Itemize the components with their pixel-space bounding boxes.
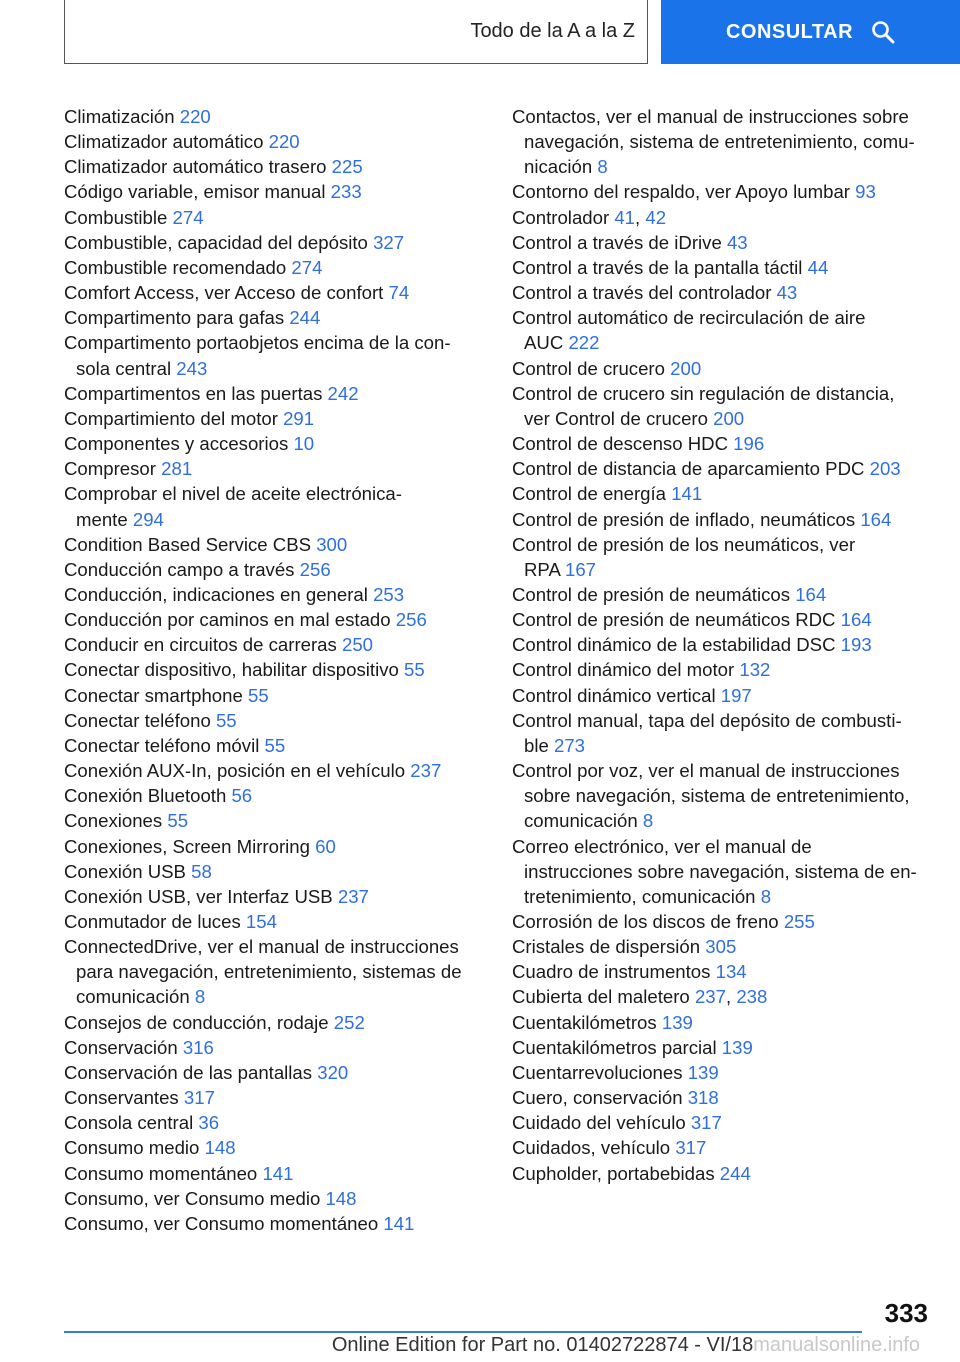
page-ref-link[interactable]: 327	[373, 231, 405, 253]
page-ref-link[interactable]: 316	[182, 1036, 214, 1058]
page-ref-link[interactable]: 148	[204, 1137, 236, 1159]
entry-text: Cuentakilómetros	[512, 1011, 657, 1033]
index-column-left	[64, 104, 468, 1236]
index-entry	[512, 1161, 932, 1186]
index-entry	[64, 1211, 468, 1236]
page-ref-link[interactable]: 274	[291, 256, 323, 278]
page-ref-link[interactable]: 220	[179, 106, 211, 127]
entry-text: Consumo, ver Consumo medio	[64, 1187, 321, 1209]
entry-text: Control de energía	[512, 483, 667, 505]
entry-text: Control de descenso HDC	[512, 433, 728, 455]
page-ref-link[interactable]: 317	[690, 1112, 722, 1134]
page-ref-link[interactable]: 139	[661, 1011, 693, 1033]
page-ref-link[interactable]: 141	[671, 483, 703, 505]
page-ref-link[interactable]: 148	[325, 1187, 357, 1209]
index-entry: Controlador 41, 42	[512, 206, 667, 228]
index-entry	[512, 632, 932, 657]
entry-text: Conexión USB, ver Interfaz USB	[64, 885, 333, 907]
index-entry	[64, 255, 468, 280]
page-ref-link[interactable]: 222	[568, 332, 600, 354]
entry-text: Conectar smartphone	[64, 684, 243, 706]
entry-text: Control de presión de neumáticos	[512, 583, 791, 605]
index-entry	[512, 356, 932, 381]
entry-text: Cuadro de instrumentos	[512, 961, 711, 983]
index-entry	[512, 934, 932, 959]
entry-text: Combustible	[64, 206, 168, 228]
entry-text: Control de distancia de aparcamiento PDC	[512, 458, 865, 480]
entry-text: Compartimento portaobjetos encima de la con-	[64, 332, 451, 354]
index-entry	[512, 1135, 932, 1160]
page-ref-link[interactable]: 237	[694, 986, 726, 1008]
page-ref-link[interactable]: 203	[869, 458, 901, 480]
index-entry	[64, 406, 468, 431]
footer-divider	[64, 1331, 862, 1333]
page-ref-link[interactable]: 255	[783, 911, 815, 932]
entry-text: Climatizador automático trasero	[64, 156, 327, 178]
entry-text: Cubierta del maletero	[512, 986, 690, 1008]
page-ref-link[interactable]: 74	[388, 282, 410, 304]
page-ref-link[interactable]: 196	[733, 433, 765, 455]
page-ref-link[interactable]: 291	[283, 407, 315, 429]
entry-text: Control a través de iDrive	[512, 231, 722, 253]
page-ref-link[interactable]: 42	[645, 206, 667, 228]
entry-text: ConnectedDrive, ver el manual de instrucciones	[64, 936, 459, 958]
entry-text: ble	[524, 734, 549, 756]
index-entry	[64, 657, 468, 682]
index-entry	[64, 154, 468, 179]
index-entry	[512, 481, 932, 506]
page-ref-link[interactable]: 243	[176, 357, 208, 379]
page-ref-link[interactable]: 55	[247, 684, 269, 706]
page-ref-link[interactable]: 164	[860, 508, 892, 530]
index-entry: Cubierta del maletero 237, 238	[512, 986, 768, 1008]
page-ref-link[interactable]: 167	[565, 558, 597, 580]
index-entry	[512, 305, 932, 355]
page-ref-link[interactable]: 36	[198, 1112, 220, 1134]
page-ref-link[interactable]: 134	[715, 961, 747, 983]
entry-text: Cupholder, portabebidas	[512, 1162, 715, 1184]
page-number: 333	[884, 1298, 928, 1328]
entry-text: Cuentarrevoluciones	[512, 1061, 683, 1083]
entry-text: Conexiones, Screen Mirroring	[64, 835, 310, 857]
page-ref-link[interactable]: 244	[719, 1162, 751, 1184]
section-title: Todo de la A a la Z	[470, 20, 635, 42]
entry-text: Conectar dispositivo, habilitar dispositivo	[64, 659, 399, 681]
entry-text: Control por voz, ver el manual de instrucciones	[512, 760, 900, 782]
page-ref-link[interactable]: 10	[293, 433, 315, 455]
entry-text: Cuidado del vehículo	[512, 1112, 686, 1134]
entry-text: Consumo momentáneo	[64, 1162, 258, 1184]
index-entry	[512, 532, 932, 582]
entry-text: Correo electrónico, ver el manual de	[512, 835, 812, 857]
entry-text: Código variable, emisor manual	[64, 181, 326, 203]
index-entry	[512, 834, 932, 909]
index-entry	[512, 1110, 932, 1135]
page-ref-link[interactable]: 55	[167, 810, 189, 832]
index-entry	[512, 708, 932, 758]
index-entry	[512, 1060, 932, 1085]
page-ref-link[interactable]: 164	[840, 609, 872, 631]
index-entry	[512, 456, 932, 481]
entry-text: RPA	[524, 558, 560, 580]
index-entry	[512, 1035, 932, 1060]
page-ref-link[interactable]: 44	[807, 256, 829, 278]
index-entry	[64, 1035, 468, 1060]
index-entry	[512, 959, 932, 984]
index-entry	[64, 683, 468, 708]
entry-text: Cristales de dispersión	[512, 936, 701, 958]
index-entry	[64, 934, 468, 1009]
page-ref-link[interactable]: 300	[316, 533, 348, 555]
entry-text: Combustible, capacidad del depósito	[64, 231, 368, 253]
page-ref-link[interactable]: 8	[194, 986, 206, 1008]
index-entry	[64, 179, 468, 204]
index-entry	[64, 1161, 468, 1186]
entry-text: navegación, sistema de entretenimiento, comu-	[524, 131, 915, 153]
index-entry	[512, 683, 932, 708]
index-entry	[512, 507, 932, 532]
index-entry	[64, 834, 468, 859]
page-ref-link[interactable]: 244	[289, 307, 321, 329]
entry-text: Corrosión de los discos de freno	[512, 911, 779, 932]
entry-text: Conexión AUX-In, posición en el vehículo	[64, 760, 406, 782]
entry-text: para navegación, entretenimiento, sistemas de	[76, 961, 462, 983]
index-entry	[64, 431, 468, 456]
edition-text: Online Edition for Part no. 01402722874 - VI/18	[331, 1334, 754, 1356]
entry-text: mente	[76, 508, 128, 530]
page-ref-link[interactable]: 200	[670, 357, 702, 379]
entry-text: Contorno del respaldo, ver Apoyo lumbar	[512, 181, 850, 203]
index-entry	[512, 431, 932, 456]
index-entry	[64, 1186, 468, 1211]
index-entry	[64, 557, 468, 582]
index-entry	[512, 104, 932, 179]
page-ref-link[interactable]: 132	[739, 659, 771, 681]
index-entry	[64, 1110, 468, 1135]
entry-text: Conexiones	[64, 810, 163, 832]
entry-text: Compartimentos en las puertas	[64, 382, 323, 404]
index-entry	[64, 532, 468, 557]
page-ref-link[interactable]: 8	[642, 810, 654, 832]
page-ref-link[interactable]: 253	[373, 583, 405, 605]
entry-text: Climatización	[64, 106, 175, 127]
index-entry	[64, 280, 468, 305]
entry-text: Conservación de las pantallas	[64, 1061, 313, 1083]
entry-text: Control automático de recirculación de aire	[512, 307, 866, 329]
entry-text: Control a través del controlador	[512, 282, 772, 304]
entry-text: Conectar teléfono	[64, 709, 211, 731]
index-entry	[64, 909, 468, 934]
page-ref-link[interactable]: 317	[183, 1087, 215, 1109]
entry-text: tretenimiento, comunicación	[524, 885, 756, 907]
entry-text: Componentes y accesorios	[64, 433, 289, 455]
entry-text: Control de presión de los neumáticos, ver	[512, 533, 856, 555]
entry-text: Control de presión de inflado, neumáticos	[512, 508, 856, 530]
entry-text: Conducción por caminos en mal estado	[64, 609, 391, 631]
footer	[0, 1334, 920, 1357]
page-ref-link[interactable]: 252	[333, 1011, 365, 1033]
entry-text: Consumo, ver Consumo momentáneo	[64, 1212, 379, 1234]
index-entry	[64, 582, 468, 607]
index-entry	[64, 330, 468, 380]
entry-text: Conducción campo a través	[64, 558, 295, 580]
page-ref-link[interactable]: 294	[132, 508, 164, 530]
page-ref-link[interactable]: 8	[760, 885, 772, 907]
entry-text: Control de crucero	[512, 357, 665, 379]
page-ref-link[interactable]: 200	[713, 407, 745, 429]
entry-text: Conducción, indicaciones en general	[64, 583, 368, 605]
index-entry	[64, 783, 468, 808]
page-ref-link[interactable]: 220	[268, 131, 300, 153]
index-entry	[64, 758, 468, 783]
entry-text: Climatizador automático	[64, 131, 264, 153]
entry-text: Control manual, tapa del depósito de combusti-	[512, 709, 902, 731]
index-entry	[64, 230, 468, 255]
entry-text: nicación	[524, 156, 593, 178]
entry-text: Compartimento para gafas	[64, 307, 285, 329]
index-entry	[64, 456, 468, 481]
index-entry	[512, 607, 932, 632]
entry-text: Control de crucero sin regulación de distancia,	[512, 382, 895, 404]
page-ref-link[interactable]: 317	[675, 1137, 707, 1159]
index-column-right	[512, 104, 932, 1186]
page-ref-link[interactable]: 237	[410, 760, 442, 782]
entry-text: Conducir en circuitos de carreras	[64, 634, 337, 656]
entry-text: comunicación	[524, 810, 638, 832]
index-entry	[64, 884, 468, 909]
entry-text: AUC	[524, 332, 564, 354]
index-entry	[512, 255, 932, 280]
page-ref-link[interactable]: 233	[330, 181, 362, 203]
page-ref-link[interactable]: 154	[245, 911, 277, 932]
page-ref-link[interactable]: 237	[337, 885, 369, 907]
entry-text: Conectar teléfono móvil	[64, 734, 260, 756]
index-entry	[64, 808, 468, 833]
page-ref-link[interactable]: 250	[342, 634, 374, 656]
entry-text: Compartimiento del motor	[64, 407, 278, 429]
entry-text: Cuentakilómetros parcial	[512, 1036, 717, 1058]
index-entry	[512, 758, 932, 833]
entry-text: Conmutador de luces	[64, 911, 241, 932]
page-ref-link[interactable]: 281	[161, 458, 193, 480]
entry-text: instrucciones sobre navegación, sistema de en-	[524, 860, 917, 882]
entry-text: Control dinámico del motor	[512, 659, 735, 681]
index-entry	[64, 708, 468, 733]
entry-text: Consumo medio	[64, 1137, 200, 1159]
index-entry	[512, 909, 932, 934]
page-ref-link[interactable]: 56	[231, 785, 253, 807]
page-ref-link[interactable]: 242	[327, 382, 359, 404]
index-entry	[64, 381, 468, 406]
index-entry	[64, 305, 468, 330]
index-entry	[64, 607, 468, 632]
entry-text: Conexión USB	[64, 860, 186, 882]
page-ref-link[interactable]: 58	[191, 860, 212, 882]
entry-text: Combustible recomendado	[64, 256, 287, 278]
entry-text: Contactos, ver el manual de instrucciones sobre	[512, 106, 909, 127]
page-ref-link[interactable]: 164	[795, 583, 827, 605]
page-ref-link[interactable]: 318	[687, 1087, 719, 1109]
entry-text: Consejos de conducción, rodaje	[64, 1011, 329, 1033]
page-ref-link[interactable]: 8	[597, 156, 608, 178]
entry-text: Control de presión de neumáticos RDC	[512, 609, 836, 631]
page-ref-link[interactable]: 193	[840, 634, 872, 656]
entry-text: comunicación	[76, 986, 190, 1008]
index-entry	[64, 859, 468, 884]
page-ref-link[interactable]: 60	[315, 835, 336, 857]
page-ref-link[interactable]: 41	[614, 206, 636, 228]
entry-text: Consola central	[64, 1112, 194, 1134]
index-entry	[64, 632, 468, 657]
index-entry	[64, 1060, 468, 1085]
page-ref-link[interactable]: 43	[726, 231, 748, 253]
index-entry	[64, 481, 468, 531]
index-entry	[512, 381, 932, 431]
page-ref-link[interactable]: 139	[721, 1036, 753, 1058]
entry-text: Controlador	[512, 206, 610, 228]
page-ref-link[interactable]: 141	[383, 1212, 415, 1234]
page-ref-link[interactable]: 256	[299, 558, 331, 580]
entry-text: Conservación	[64, 1036, 178, 1058]
entry-text: Comfort Access, ver Acceso de confort	[64, 282, 384, 304]
page-ref-link[interactable]: 225	[331, 156, 363, 178]
index-entry	[64, 1010, 468, 1035]
search-icon	[871, 20, 895, 44]
index-entry	[512, 582, 932, 607]
page-ref-link[interactable]: 197	[720, 684, 752, 706]
page-ref-link[interactable]: 141	[262, 1162, 294, 1184]
entry-text: Cuero, conservación	[512, 1087, 683, 1109]
index-entry	[512, 657, 932, 682]
index-entry	[512, 179, 932, 204]
index-entry	[64, 205, 468, 230]
entry-text: sola central	[76, 357, 172, 379]
index-entry	[512, 1085, 932, 1110]
index-entry	[64, 733, 468, 758]
page-ref-link[interactable]: 55	[264, 734, 286, 756]
page-ref-link[interactable]: 256	[395, 609, 427, 631]
entry-text: Control a través de la pantalla táctil	[512, 256, 803, 278]
page-ref-link[interactable]: 305	[705, 936, 737, 958]
entry-text: Control dinámico vertical	[512, 684, 716, 706]
entry-text: Compresor	[64, 458, 156, 480]
entry-text: Comprobar el nivel de aceite electrónica-	[64, 483, 402, 505]
index-entry	[64, 1135, 468, 1160]
entry-text: Conservantes	[64, 1087, 179, 1109]
entry-text: Cuidados, vehículo	[512, 1137, 671, 1159]
entry-text: Conexión Bluetooth	[64, 785, 227, 807]
page-ref-link[interactable]: 55	[215, 709, 237, 731]
consult-button-label: CONSULTAR	[725, 20, 854, 43]
page-ref-link[interactable]: 93	[855, 181, 876, 203]
page-ref-link[interactable]: 55	[404, 659, 425, 681]
page-ref-link[interactable]: 274	[172, 206, 204, 228]
index-entry	[512, 280, 932, 305]
page-ref-link[interactable]: 273	[554, 734, 586, 756]
page-ref-link[interactable]: 320	[317, 1061, 349, 1083]
page-ref-link[interactable]: 43	[776, 282, 798, 304]
index-entry	[64, 129, 468, 154]
page-ref-link[interactable]: 238	[736, 986, 768, 1008]
section-header-tab	[64, 0, 648, 64]
index-entry	[512, 230, 932, 255]
index-entry	[512, 1010, 932, 1035]
page-ref-link[interactable]: 139	[687, 1061, 719, 1083]
index-entry	[64, 104, 468, 129]
entry-text: sobre navegación, sistema de entretenimiento,	[524, 785, 910, 807]
entry-text: Condition Based Service CBS	[64, 533, 312, 555]
index-entry	[64, 1085, 468, 1110]
consult-button[interactable]	[661, 0, 960, 64]
entry-text: ver Control de crucero	[524, 407, 708, 429]
entry-text: Control dinámico de la estabilidad DSC	[512, 634, 836, 656]
watermark: manualsonline.info	[753, 1334, 920, 1356]
